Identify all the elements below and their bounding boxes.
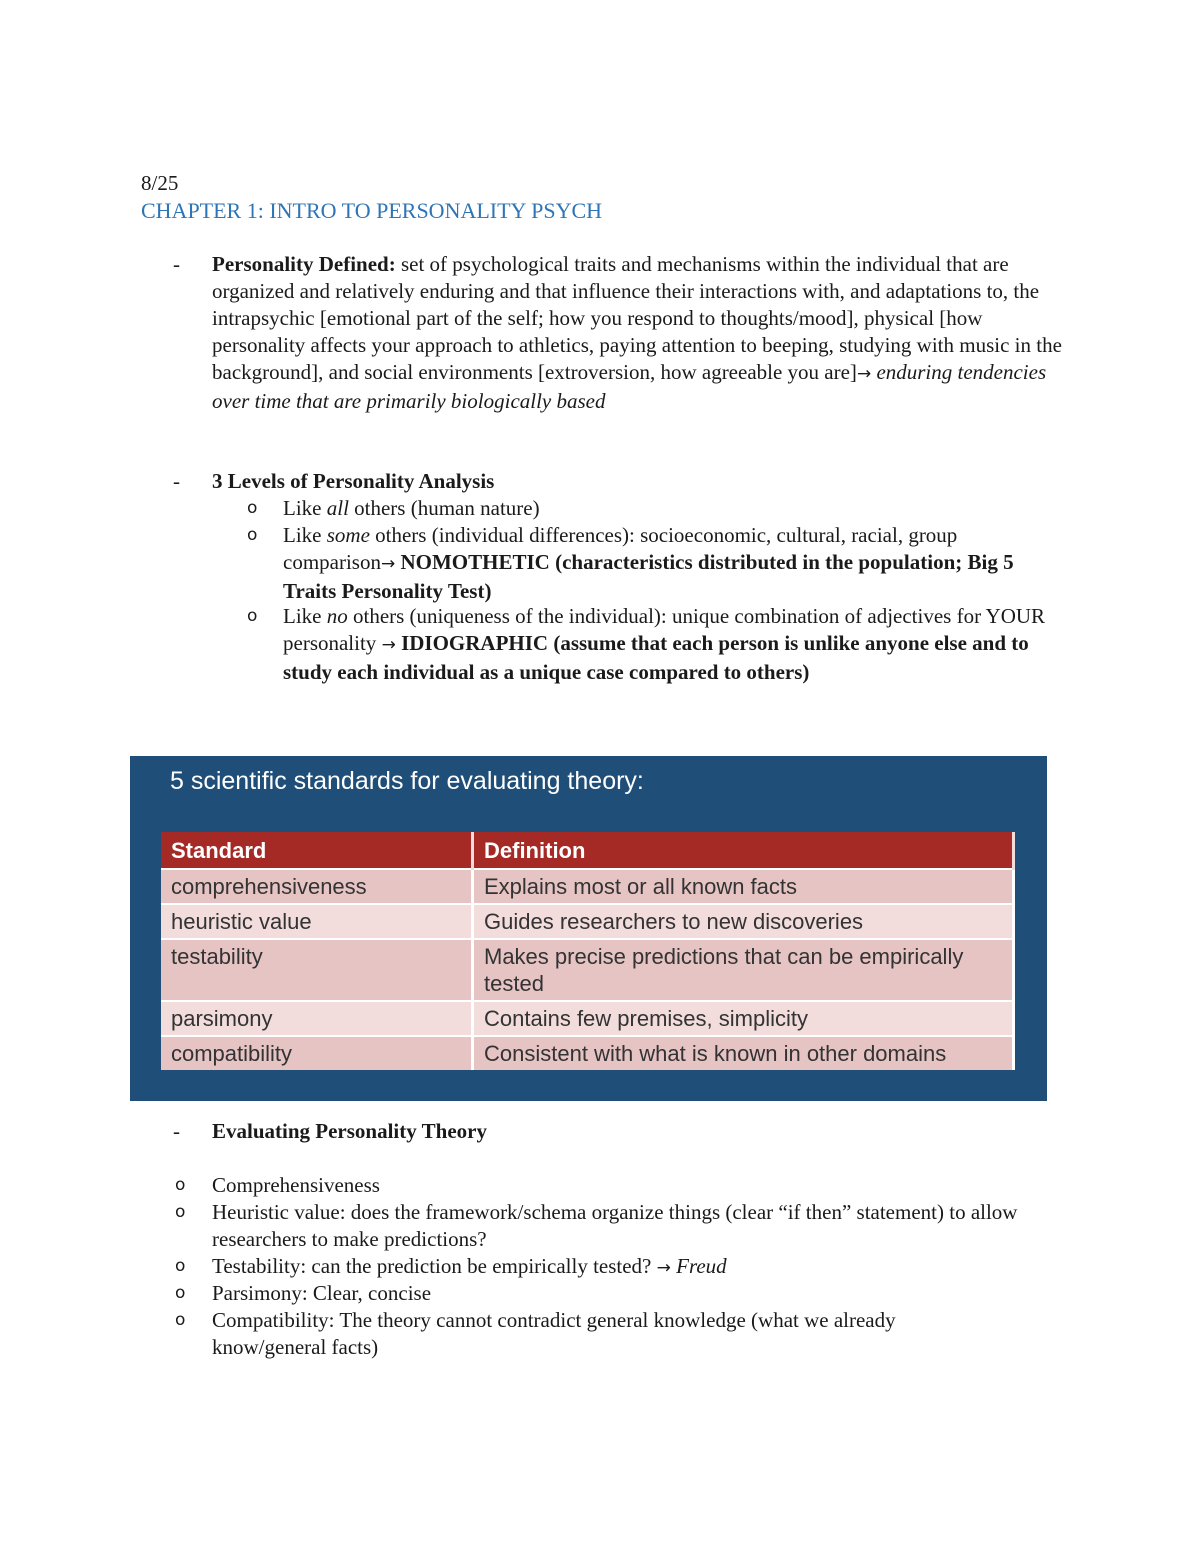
table-header-row: [161, 832, 1014, 869]
circle-bullet-icon: o: [247, 606, 258, 626]
table-cell: testability: [161, 939, 473, 1001]
criteria-item: Parsimony: Clear, concise: [212, 1281, 432, 1305]
circle-bullet-icon: o: [247, 498, 258, 518]
term-label: Personality Defined:: [212, 252, 396, 276]
item-emphasis: no: [326, 604, 348, 628]
item-emphasis: Freud: [670, 1254, 727, 1278]
dash-bullet: -: [173, 1119, 180, 1143]
table-cell: Consistent with what is known in other domains: [473, 1036, 1014, 1070]
item-text: Like: [283, 523, 327, 547]
dash-bullet: -: [173, 469, 180, 493]
circle-bullet-icon: o: [175, 1310, 186, 1330]
definition-paragraph: [212, 251, 1062, 415]
standards-slide: [130, 756, 1047, 1101]
item-text: Like: [283, 496, 327, 520]
table-row: [161, 1036, 1014, 1070]
definition-summary: enduring tendencies over time that are primarily biologically based: [212, 360, 1047, 413]
table-cell: Makes precise predictions that can be empirically tested: [473, 939, 1014, 1001]
table-cell: Guides researchers to new discoveries: [473, 904, 1014, 939]
table-row: [161, 939, 1014, 1001]
column-header: Definition: [473, 832, 1014, 869]
table-cell: Explains most or all known facts: [473, 869, 1014, 904]
criteria-item: Compatibility: The theory cannot contradict general knowledge (what we already know/general facts): [212, 1308, 896, 1359]
table-cell: compatibility: [161, 1036, 473, 1070]
criteria-item: [212, 1253, 1072, 1282]
item-bold: NOMOTHETIC (characteristics distributed in the population; Big 5 Traits Personality Test): [283, 550, 1014, 603]
table-row: [161, 869, 1014, 904]
arrow-icon: →: [380, 554, 396, 574]
table-cell: Contains few premises, simplicity: [473, 1001, 1014, 1036]
arrow-icon: →: [381, 635, 396, 655]
item-text: others (individual differences): socioeconomic, cultural, racial, group comparison: [283, 523, 958, 574]
criteria-item: Comprehensiveness: [212, 1173, 380, 1197]
item-emphasis: all: [326, 496, 349, 520]
item-bold: IDIOGRAPHIC (assume that each person is unlike anyone else and to study each individual as a unique case compared to others): [283, 631, 1029, 684]
chapter-heading: CHAPTER 1: INTRO TO PERSONALITY PSYCH: [141, 198, 603, 223]
circle-bullet-icon: o: [247, 525, 258, 545]
column-header: Standard: [161, 832, 473, 869]
item-text: others (uniqueness of the individual): unique combination of adjectives for YOUR personality: [283, 604, 1046, 655]
definition-text: set of psychological traits and mechanisms within the individual that are organized and relatively enduring and that influence their interactions with, and adaptations to, the intrapsychic [emotional part of the self; how you respond to thoughts/mood], physical [how personality affects your approach to athletics, paying attention to beeping, studying with music in the background], and social environments [extroversion, how agreeable you are]: [212, 252, 1062, 384]
table-cell: heuristic value: [161, 904, 473, 939]
dash-bullet: -: [173, 252, 180, 276]
item-emphasis: some: [326, 523, 370, 547]
table-cell: parsimony: [161, 1001, 473, 1036]
level-item: [283, 522, 1063, 605]
note-date: 8/25: [141, 171, 179, 195]
table-cell: comprehensiveness: [161, 869, 473, 904]
item-text: Testability: can the prediction be empirically tested?: [212, 1254, 657, 1278]
circle-bullet-icon: o: [175, 1256, 186, 1276]
levels-heading: 3 Levels of Personality Analysis: [212, 469, 495, 493]
item-text: Like: [283, 604, 327, 628]
slide-title: 5 scientific standards for evaluating theory:: [170, 767, 644, 795]
arrow-icon: →: [856, 364, 872, 384]
arrow-icon: →: [656, 1258, 671, 1278]
item-text: others (human nature): [348, 496, 540, 520]
circle-bullet-icon: o: [175, 1283, 186, 1303]
evaluating-heading: Evaluating Personality Theory: [212, 1119, 487, 1143]
circle-bullet-icon: o: [175, 1202, 186, 1222]
criteria-item: Heuristic value: does the framework/schema organize things (clear “if then” statement) to allow researchers to make predictions?: [212, 1200, 1018, 1251]
standards-table: [161, 832, 1015, 1070]
level-item: [283, 495, 1073, 522]
table-row: [161, 904, 1014, 939]
circle-bullet-icon: o: [175, 1175, 186, 1195]
level-item: [283, 603, 1063, 686]
table-row: [161, 1001, 1014, 1036]
